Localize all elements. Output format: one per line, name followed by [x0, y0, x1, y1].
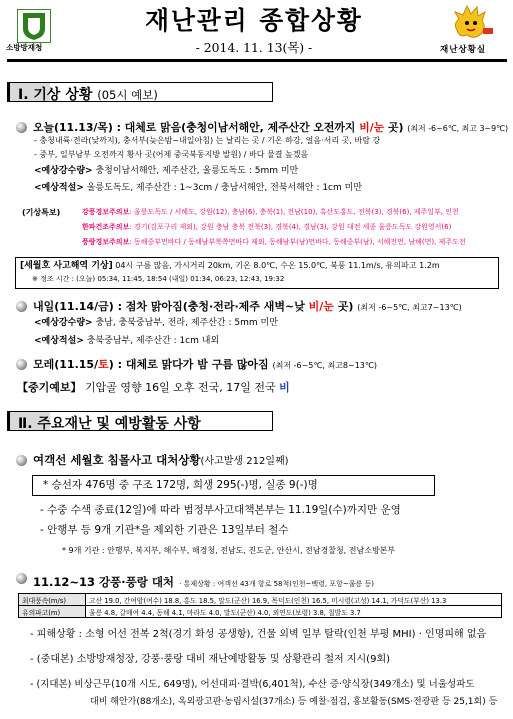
ferry-casualty-text: * 승선자 476명 중 구조 172명, 희생 295(-)명, 실종 9(-)명: [43, 479, 318, 491]
ferry-bullet-icon: [16, 455, 27, 466]
section2-title: Ⅱ. 주요재난 및 예방활동 사항: [18, 416, 201, 432]
special-row-1: 강풍경보주의보: 울릉도독도 / 서해도, 강원(12), 충남(6), 충북(1), 전남(10), 흑산도홍도, 전북(3), 경북(6), 제주일부, 인천: [82, 208, 459, 216]
mid-forecast: 【중기예보】 기압골 영향 16일 오후 전국, 17일 전국 비: [17, 381, 290, 394]
today-heading: 오늘(11.13/목) : 대체로 맑음(충청이남서해안, 제주산간 오전까지 비/눈 곳) (최저 -6~6℃, 최고 3~9℃): [33, 121, 509, 134]
tomorrow-temp: (최저 -6~5℃, 최고7~13℃): [357, 303, 462, 312]
special-row-3: 풍랑경보주의보: 동해중부먼바다 / 동해남부북쪽먼바다 제외, 동해남부(남)먼바다, 동해중부(남), 서해전먼, 남해(먼), 제주도전: [82, 238, 466, 246]
sewol-weather-box: [15, 257, 499, 289]
today-snow: <예상적설> 울릉도독도, 제주산간 : 1~3cm / 충남서해안, 전북서해안 : 1cm 미만: [34, 183, 363, 193]
sewol-weather-line-2: ※ 정조 시간 : (오늘) 05:34, 11:45, 18:54 (내일) 01:34, 06:23, 12:43, 19:32: [32, 275, 285, 283]
today-rain: <예상강수량> 충청이남서해안, 제주산간, 울릉도독도 : 5mm 미만: [34, 166, 299, 176]
ferry-casualty-box: [32, 475, 435, 496]
section1-heading: [7, 82, 273, 102]
wind-table-key: 최대풍속(m/s): [19, 594, 86, 606]
sewol-weather-line-1: [세월호 사고해역 기상] 04시 구름 많음, 가시거리 20km, 기온 8.0℃, 수온 15.0℃, 북풍 11.1m/s, 유의파고 1.2m: [20, 261, 440, 271]
wind-table-value: 울릉 4.8, 갈매여 4.4, 동해 4.1, 마라도 4.0, 말도(군산) 4.0, 외연도(보령) 3.8, 칠발도 3.7: [86, 606, 502, 618]
tomorrow-heading: 내일(11.14/금) : 점차 맑아짐(충청·전라·제주 새벽~낮 비/눈 곳) (최저 -6~5℃, 최고7~13℃): [33, 300, 462, 313]
right-logo-label: 재난상황실: [440, 45, 487, 55]
special-label: (기상특보): [22, 208, 61, 217]
report-date: - 2014. 11. 13(목) -: [195, 40, 313, 55]
wind-table-value: 고산 19.0, 간여암(여수) 18.8, 홍도 18.5, 말도(군산) 16.9, 목덕도(인천) 16.5, 미시령(고성) 14.1, 가덕도(부산) 13.3: [86, 594, 502, 606]
table-row: [19, 606, 502, 618]
wind-table: [18, 593, 502, 618]
today-detail-1: - 충청내륙·전라(낮까지), 충서부(늦은밤~내일아침) 는 날리는 곳 / 기온 하강, 얼음·서리 곳, 바람 강: [34, 136, 381, 145]
wind-line-2: - (중대본) 소방방재청장, 강풍·풍랑 대비 재난예방활동 및 상황관리 철저 지시(9회): [30, 654, 391, 665]
dayafter-heading: 모레(11.15/토) : 대체로 맑다가 밤 구름 많아짐 (최저 -6~5℃, 최고8~13℃): [33, 358, 377, 371]
wind-heading: 11.12~13 강풍·풍랑 대처 · 통제상황 : 여객선 43개 항로 58척(인천~백령, 포항~울릉 등): [33, 575, 374, 589]
mascot-icon: [447, 4, 501, 42]
wind-line-4: 대비 해안가(88개소), 옥외광고판·농림시설(37개소) 등 예찰·점검, 홍보활동(SMS·전광판 등 25,1회) 등: [90, 697, 498, 707]
dayafter-bullet-icon: [16, 359, 27, 370]
ferry-heading: 여객선 세월호 침몰사고 대처상황(사고발생 212일째): [33, 453, 289, 467]
tomorrow-snow: <예상적설> 충북중남부, 제주산간 : 1cm 내외: [34, 336, 220, 346]
section1-subtitle: (05시 예보): [97, 88, 158, 102]
ferry-line-2: - 안행부 등 9개 기관*을 제외한 기관은 13일부터 철수: [40, 524, 289, 536]
table-row: [19, 594, 502, 606]
tomorrow-bullet-icon: [16, 301, 27, 312]
section1-title: Ⅰ. 기상 상황: [18, 87, 93, 103]
wind-bullet-icon: [16, 573, 27, 584]
wind-table-key: 유의파고(m): [19, 606, 86, 618]
today-detail-2: - 중부, 일부남부 오전까지 황사 곳(어제 중국북동지방 발원) / 바다 물결 높겠음: [34, 150, 309, 159]
page-title: 재난관리 종합상황: [145, 6, 363, 35]
dayafter-temp: (최저 -6~5℃, 최고8~13℃): [272, 361, 377, 370]
special-row-2: 한파건조주의보: 경기(김포구리 제외), 강원 충남 충북 전북(3), 경북(4), 경남(3), 강원 대전 세종 울릉도독도 강원영서(6): [82, 223, 452, 231]
left-logo-label: 소방방재청: [6, 43, 43, 52]
ferry-line-1: - 수중 수색 종료(12일)에 따라 범정부사고대책본부는 11.19일(수)까지만 운영: [40, 504, 401, 516]
today-bullet-icon: [16, 122, 27, 133]
section2-heading: [7, 411, 273, 431]
today-temp: (최저 -6~6℃, 최고 3~9℃): [407, 124, 509, 133]
wind-line-1: - 피해상황 : 소형 어선 전복 2척(경기 화성 공생항), 건물 외벽 일부 탈락(인천 부평 MHI) · 인명피해 없음: [30, 629, 487, 640]
header-divider: [7, 59, 507, 62]
tomorrow-rain: <예상강수량> 충남, 충북중남부, 전라, 제주산간 : 5mm 미만: [34, 318, 278, 328]
ferry-line-3: * 9개 기관 : 안행부, 복지부, 해수부, 해경청, 전남도, 진도군, 안산시, 전남경찰청, 전남소방본부: [62, 546, 396, 555]
wind-line-3: - (지대본) 비상근무(10개 시도, 649명), 어선대피·결박(6,401척), 수산 증·양식장(349개소) 및 너울성파도: [30, 679, 475, 690]
